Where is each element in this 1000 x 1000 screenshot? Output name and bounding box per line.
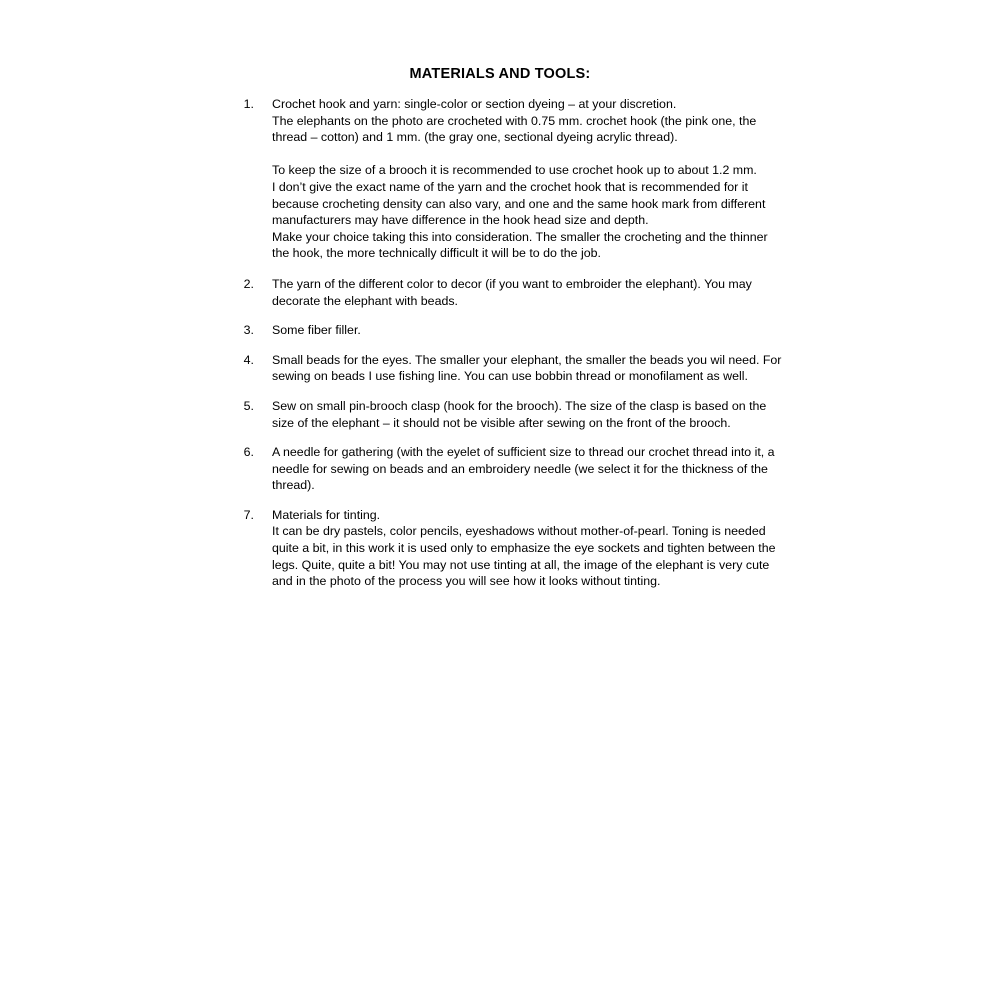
list-item-body bbox=[254, 322, 788, 339]
paragraph: The yarn of the different color to decor (if you want to embroider the elephant). You may decorate the elephant with beads. bbox=[272, 276, 752, 308]
list-item-number: 3. bbox=[243, 323, 254, 338]
list-item-body bbox=[254, 398, 788, 431]
paragraph: Make your choice taking this into consideration. The smaller the crocheting and the thinner the hook, the more technically difficult it will be to do the job. bbox=[272, 229, 768, 261]
list-item-body bbox=[254, 444, 788, 494]
paragraph: Materials for tinting. bbox=[272, 507, 381, 522]
paragraph: The elephants on the photo are crocheted with 0.75 mm. crochet hook (the pink one, the thread – cotton) and 1 mm. (the gray one, sectional dyeing acrylic thread). bbox=[272, 113, 757, 145]
paragraph: A needle for gathering (with the eyelet of sufficient size to thread our crochet thread into it, a needle for sewing on beads and an embroidery needle (we select it for the thickness of the thread). bbox=[272, 445, 775, 493]
paragraph: Small beads for the eyes. The smaller your elephant, the smaller the beads you wil need. For sewing on beads I use fishing line. You can use bobbin thread or monofilament as well. bbox=[272, 352, 782, 384]
list-item-body bbox=[254, 276, 788, 309]
paragraph: I don’t give the exact name of the yarn and the crochet hook that is recommended for it because crocheting density can also vary, and one and the same hook mark from different manufacturers may have difference in the hook head size and depth. bbox=[272, 179, 766, 228]
list-item bbox=[228, 322, 788, 339]
list-item-number: 6. bbox=[243, 445, 254, 460]
list-item-number: 5. bbox=[243, 398, 254, 413]
list-item bbox=[228, 96, 788, 262]
list-item bbox=[228, 398, 788, 431]
paragraph: It can be dry pastels, color pencils, eyeshadows without mother-of-pearl. Toning is needed quite a bit, in this work it is used only to emphasize the eye sockets and tighten between the legs. Quite, quite a bit! You may not use tinting at all, the image of the elephant is very cute and in the photo of the process you will see how it looks without tinting. bbox=[272, 524, 776, 589]
list-item bbox=[228, 352, 788, 385]
list-item-number: 7. bbox=[243, 507, 254, 522]
paragraph-spacer bbox=[272, 146, 788, 163]
materials-list bbox=[228, 96, 788, 590]
paragraph: To keep the size of a brooch it is recommended to use crochet hook up to about 1.2 mm. bbox=[272, 163, 757, 178]
paragraph: Some fiber filler. bbox=[272, 323, 361, 338]
list-item-body bbox=[254, 96, 788, 262]
list-item-number: 2. bbox=[243, 276, 254, 291]
list-item bbox=[228, 276, 788, 309]
paragraph: Sew on small pin-brooch clasp (hook for the brooch). The size of the clasp is based on the size of the elephant – it should not be visible after sewing on the front of the brooch. bbox=[272, 398, 767, 430]
list-item-number: 4. bbox=[243, 352, 254, 367]
paragraph: Crochet hook and yarn: single-color or section dyeing – at your discretion. bbox=[272, 97, 677, 111]
list-item-body bbox=[254, 507, 788, 590]
list-item bbox=[228, 444, 788, 494]
list-item-body bbox=[254, 352, 788, 385]
list-item bbox=[228, 507, 788, 590]
page-title: MATERIALS AND TOOLS: bbox=[409, 66, 591, 82]
list-item-number: 1. bbox=[243, 97, 254, 111]
